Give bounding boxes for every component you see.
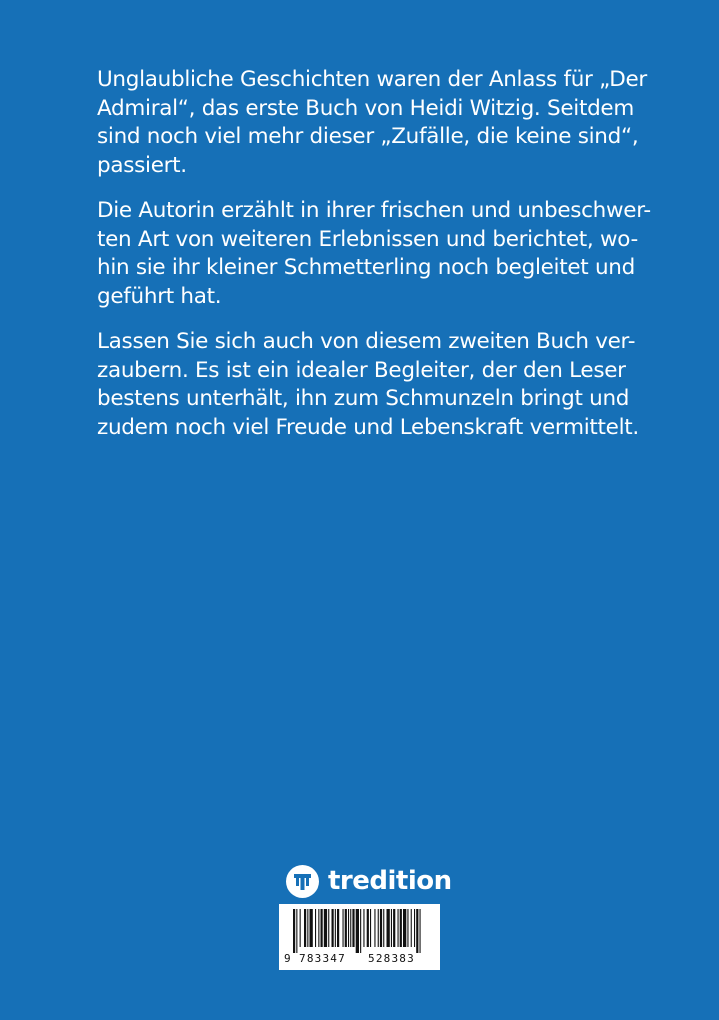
barcode-digit-first: 9 xyxy=(284,952,292,965)
isbn-barcode xyxy=(279,904,440,970)
blurb-line: passiert. xyxy=(97,152,187,178)
blurb-line: hin sie ihr kleiner Schmetterling noch begleitet und xyxy=(97,255,635,280)
publisher-name: tredition xyxy=(328,866,452,896)
barcode-bars xyxy=(285,909,434,953)
blurb-paragraph-1 xyxy=(97,66,647,180)
tredition-logo-icon xyxy=(286,865,319,898)
blurb-paragraph-2 xyxy=(97,197,651,311)
barcode-digits-right: 528383 xyxy=(368,952,415,965)
blurb-line: Lassen Sie sich auch von diesem zweiten Buch ver- xyxy=(97,329,636,354)
blurb-line: geführt hat. xyxy=(97,283,222,309)
blurb-line: Admiral“, das erste Buch von Heidi Witzig. Seitdem xyxy=(97,95,634,121)
blurb-line: sind noch viel mehr dieser „Zufälle, die keine sind“, xyxy=(97,124,639,149)
blurb-line: zudem noch viel Freude und Lebenskraft vermittelt. xyxy=(97,414,639,440)
barcode-digits-left: 783347 xyxy=(299,952,346,965)
blurb-line: Die Autorin erzählt in ihrer frischen und unbeschwer- xyxy=(97,198,651,223)
back-cover-blurb xyxy=(97,66,651,459)
publisher-logo xyxy=(286,864,452,898)
blurb-paragraph-3 xyxy=(97,328,639,442)
blurb-line: Unglaubliche Geschichten waren der Anlass für „Der xyxy=(97,67,647,92)
blurb-line: zaubern. Es ist ein idealer Begleiter, der den Leser xyxy=(97,357,626,383)
blurb-line: bestens unterhält, ihn zum Schmunzeln bringt und xyxy=(97,386,630,411)
blurb-line: ten Art von weiteren Erlebnissen und berichtet, wo- xyxy=(97,226,638,252)
